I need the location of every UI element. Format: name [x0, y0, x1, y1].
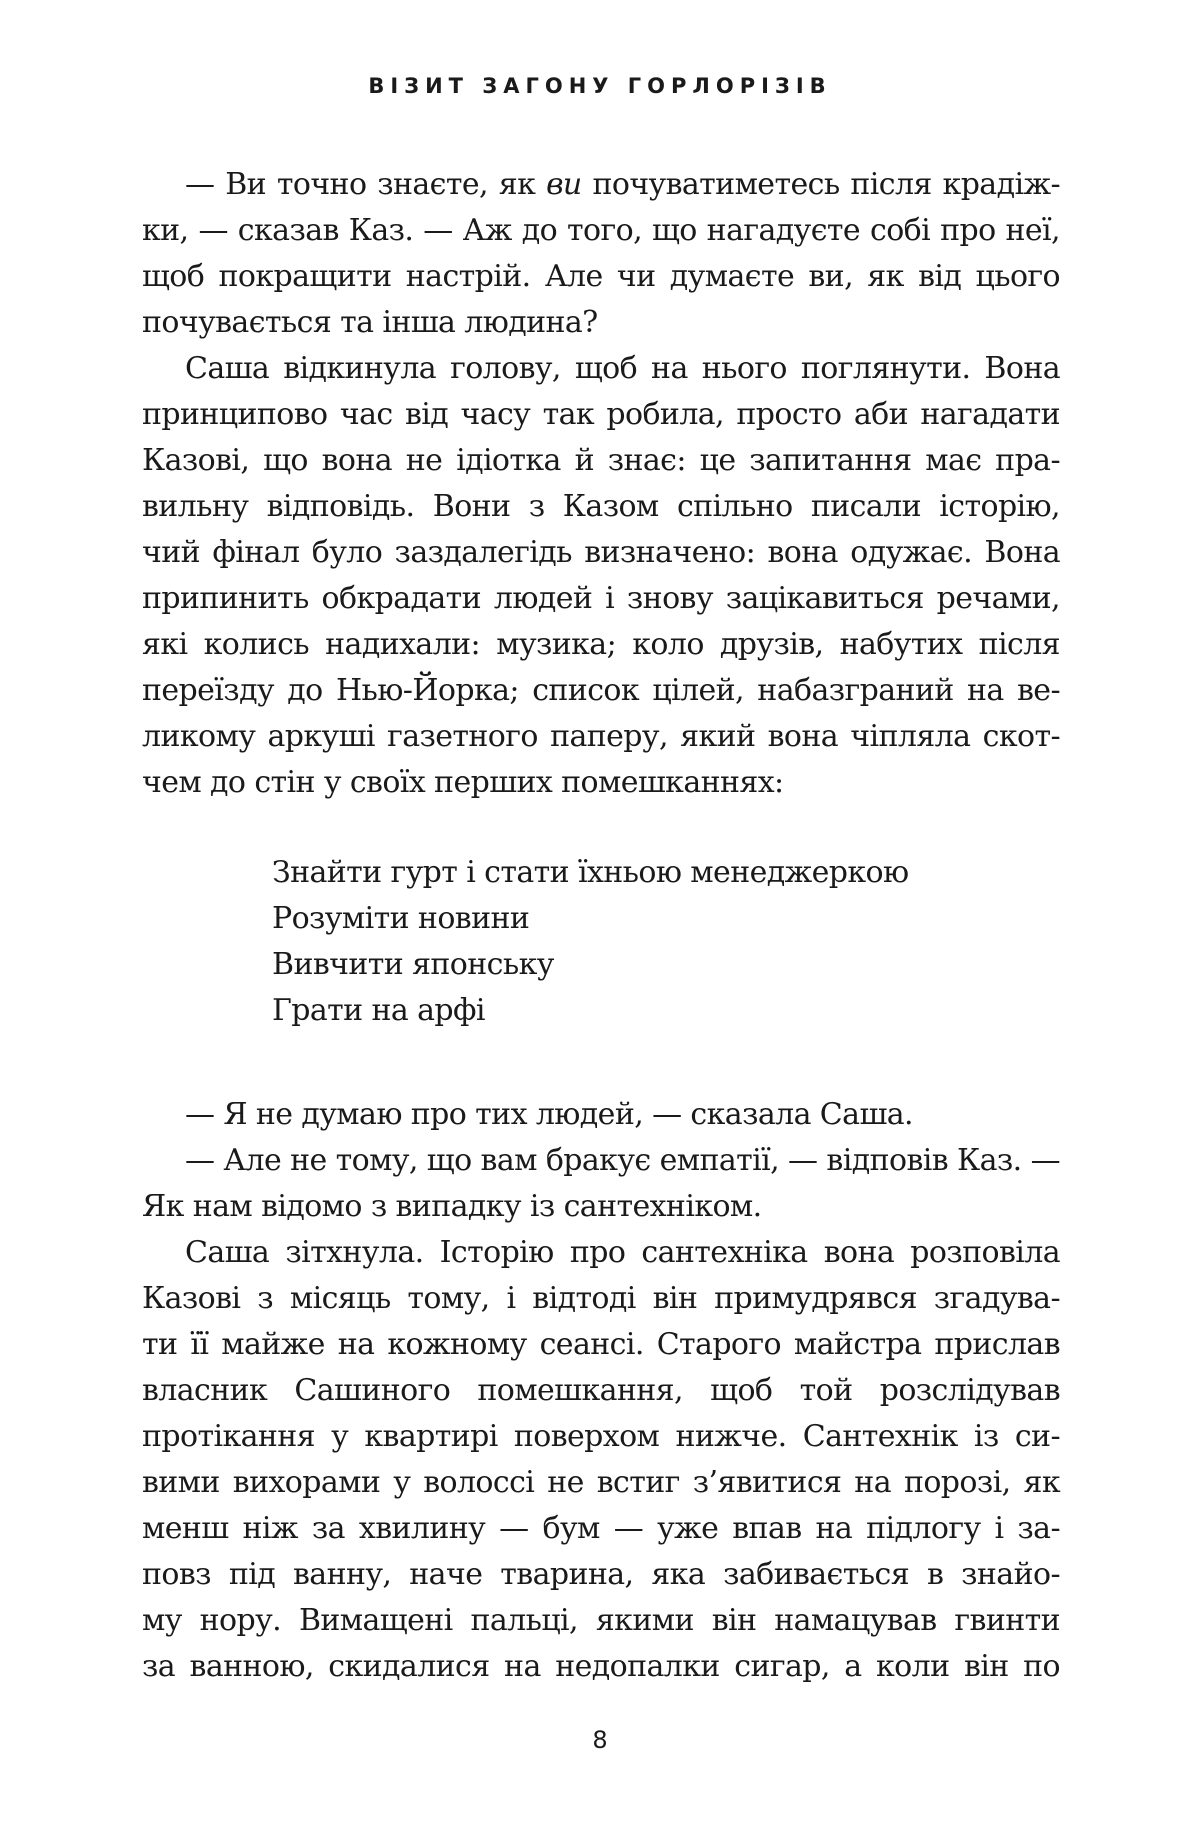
- text-line: ки, — сказав Каз. — Аж до того, що нагадуєте собі про неї,: [142, 213, 1060, 248]
- list-item: Знайти гурт і стати їхньою менеджеркою: [272, 855, 909, 890]
- text-line: чий фінал було заздалегідь визначено: вона одужає. Вона: [142, 535, 1060, 570]
- text-line: чем до стін у своїх перших помешканнях:: [142, 765, 784, 800]
- text-line: Саша відкинула голову, щоб на нього поглянути. Вона: [185, 351, 1060, 386]
- text-line: — Але не тому, що вам бракує емпатії, — відповів Каз. —: [185, 1143, 1060, 1178]
- text-line: власник Сашиного помешкання, щоб той розслідував: [142, 1373, 1060, 1408]
- running-title: ВІЗИТ ЗАГОНУ ГОРЛОРІЗІВ: [368, 74, 832, 98]
- list-item: Розуміти новини: [272, 901, 530, 936]
- text-line: почувається та інша людина?: [142, 305, 598, 340]
- spacer: [142, 1034, 1060, 1092]
- body-text: [142, 162, 1060, 1690]
- text-line: вильну відповідь. Вони з Казом спільно писали історію,: [142, 489, 1060, 524]
- text-line: Саша зітхнула. Історію про сантехніка вона розповіла: [185, 1235, 1060, 1270]
- text-line: щоб покращити настрій. Але чи думаєте ви, як від цього: [142, 259, 1060, 294]
- text-line: припинить обкрадати людей і знову зацікавиться речами,: [142, 581, 1060, 616]
- text-line: Як нам відомо з випадку із сантехніком.: [142, 1189, 762, 1224]
- text-line: — Я не думаю про тих людей, — сказала Саша.: [185, 1097, 913, 1132]
- text-line: му нору. Вимащені пальці, якими він намацував гвинти: [142, 1603, 1060, 1638]
- spacer: [142, 806, 1060, 850]
- text-line: протікання у квартирі поверхом нижче. Сантехнік із си-: [142, 1419, 1060, 1454]
- text-line: за ванною, скидалися на недопалки сигар, а коли він по: [142, 1649, 1060, 1684]
- emphasis-text: ви: [546, 167, 582, 202]
- text-span: — Ви точно знаєте, як: [185, 167, 547, 202]
- text-line: Казові з місяць тому, і відтоді він примудрявся згадува-: [142, 1281, 1060, 1316]
- text-line: які колись надихали: музика; коло друзів, набутих після: [142, 627, 1060, 662]
- text-line: менш ніж за хвилину — бум — уже впав на підлогу і за-: [142, 1511, 1060, 1546]
- text-line: вими вихорами у волоссі не встиг з’явитися на порозі, як: [142, 1465, 1060, 1500]
- page-number: 8: [592, 1726, 608, 1754]
- list-item: Вивчити японську: [272, 947, 554, 982]
- text-span: почуватиметесь після крадіж-: [581, 167, 1060, 202]
- text-line: переїзду до Нью-Йорка; список цілей, набазграний на ве-: [142, 673, 1060, 708]
- text-line: принципово час від часу так робила, просто аби нагадати: [142, 397, 1060, 432]
- goals-list: [142, 850, 1060, 1034]
- text-line: повз під ванну, наче тварина, яка забивається в знайо-: [142, 1557, 1060, 1592]
- list-item: Грати на арфі: [272, 993, 485, 1028]
- text-line: [142, 162, 1060, 208]
- text-line: ти її майже на кожному сеансі. Старого майстра прислав: [142, 1327, 1060, 1362]
- text-line: Казові, що вона не ідіотка й знає: це запитання має пра-: [142, 443, 1060, 478]
- text-line: ликому аркуші газетного паперу, який вона чіпляла скот-: [142, 719, 1060, 754]
